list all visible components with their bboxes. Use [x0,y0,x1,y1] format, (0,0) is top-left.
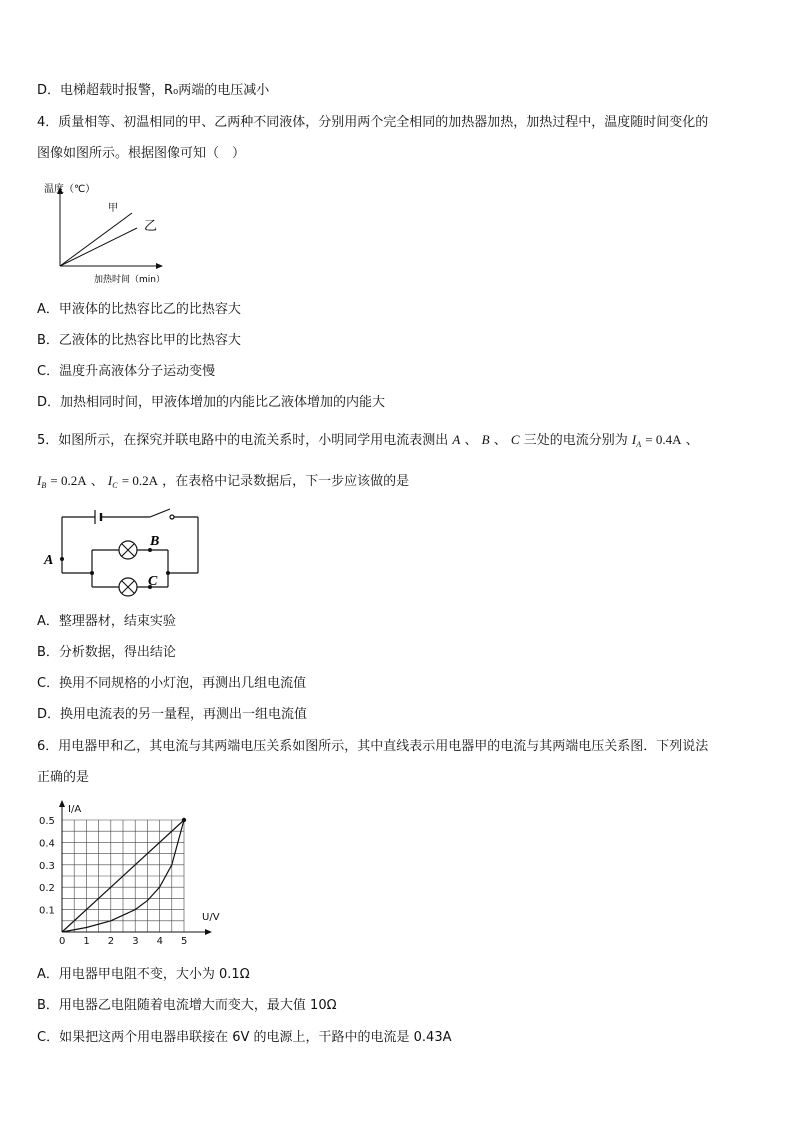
circuit-label-c: C [148,574,158,589]
y-axis-arrow-icon [59,800,65,807]
q5-point-a: A [452,432,461,447]
q5-point-b: B [481,432,490,447]
q5-ib-symbol: I [37,473,42,488]
circuit-label-b: B [150,534,160,549]
q5-stem-post: ，在表格中记录数据后，下一步应该做的是 [162,474,410,489]
q3-option-d: D．电梯超载时报警，R₀两端的电压减小 [37,83,270,98]
q5-sep-4: 、 [90,474,104,489]
q5-option-a: A．整理器材，结束实验 [37,614,176,629]
q4-option-d: D．加热相同时间，甲液体增加的内能比乙液体增加的内能大 [37,395,386,410]
q5-ia-value: = 0.4A [645,432,682,447]
q5-sep-2: 、 [493,433,507,448]
q4-option-a: A．甲液体的比热容比乙的比热容大 [37,302,241,317]
lamp-c-icon [119,578,137,596]
q5-ic-value: = 0.2A [121,473,158,488]
y-axis-label: I/A [68,804,82,815]
q6-stem-line2: 正确的是 [37,770,90,785]
q5-option-d: D．换用电流表的另一量程，再测出一组电流值 [37,707,308,722]
q4-stem-line1: 4．质量相等、初温相同的甲、乙两种不同液体，分别用两个完全相同的加热器加热，加热过程中，温度随时间变化的 [37,115,709,130]
x-tick-label: 4 [156,936,163,947]
q6-option-b: B．用电器乙电阻随着电流增大而变大，最大值 10Ω [37,998,337,1013]
q5-circuit-diagram [40,505,205,605]
q4-line-yi [60,228,137,266]
y-tick-label: 0.4 [39,838,55,850]
x-axis-arrow-icon [205,929,212,935]
q4-line-jia [60,213,132,266]
q5-ic-symbol: I [107,473,113,488]
q5-ia-sub: A [636,440,642,449]
x-axis-label: U/V [202,912,220,923]
q5-stem-pre: 5．如图所示，在探究并联电路中的电流关系时，小明同学用电流表测出 [37,433,449,448]
q4-temperature-figure [40,180,175,290]
q4-x-label: 加热时间（min） [94,275,165,285]
q5-sep-1: 、 [464,433,478,448]
x-tick-label: 2 [107,936,115,947]
lamp-b-icon [119,541,137,559]
intersection-point [182,818,186,822]
q4-stem-line2: 图像如图所示。根据图像可知（ ） [37,146,246,161]
y-tick-label: 0.3 [39,860,55,872]
q5-ic-sub: C [112,481,118,490]
x-tick-label: 1 [83,936,90,947]
q5-option-b: B．分析数据，得出结论 [37,645,176,660]
q6-option-c: C．如果把这两个用电器串联接在 6V 的电源上，干路中的电流是 0.43A [37,1030,452,1045]
x-tick-label: 3 [132,936,139,947]
q5-stem-line1 [37,431,699,454]
q6-stem-line1: 6．用电器甲和乙，其电流与其两端电压关系如图所示，其中直线表示用电器甲的电流与其两端电压关系图．下列说法 [37,739,709,754]
y-tick-label: 0.1 [39,905,55,917]
q5-stem-mid: 三处的电流分别为 [523,433,628,448]
y-tick-label: 0.5 [39,816,55,827]
switch-icon [150,509,170,517]
q5-ia-symbol: I [631,432,637,447]
q5-stem-line2 [37,472,409,495]
q4-y-label: 温度（℃） [44,184,96,195]
q4-option-c: C．温度升高液体分子运动变慢 [37,364,216,379]
q5-point-c: C [510,432,520,447]
iu-chart [36,798,236,950]
q4-option-b: B．乙液体的比热容比甲的比热容大 [37,333,241,348]
q4-label-yi: 乙 [144,219,158,234]
q5-option-c: C．换用不同规格的小灯泡，再测出几组电流值 [37,676,307,691]
q4-label-jia: 甲 [108,203,118,214]
q5-ib-sub: B [41,481,47,490]
q5-ib-value: = 0.2A [50,473,87,488]
y-tick-label: 0.2 [39,883,55,895]
circuit-label-a: A [44,553,54,568]
x-tick-label: 0 [59,936,66,947]
x-tick-label: 5 [181,936,188,947]
q5-sep-3: 、 [685,433,699,448]
q6-option-a: A．用电器甲电阻不变，大小为 0.1Ω [37,967,250,982]
